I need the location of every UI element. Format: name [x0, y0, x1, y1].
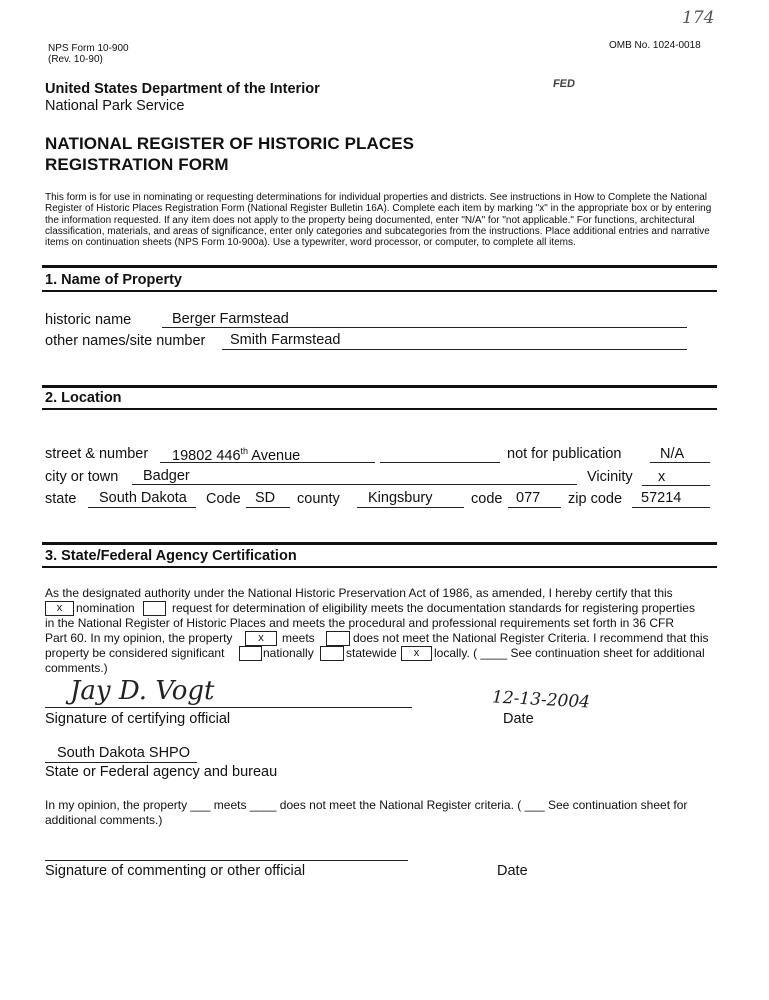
- section1-bottom-rule: [42, 290, 717, 292]
- commenting-signature-label: Signature of commenting or other official: [45, 863, 306, 879]
- agency-value: South Dakota SHPO: [57, 745, 190, 761]
- section2-bottom-rule: [42, 408, 717, 410]
- state-code-value: SD: [255, 490, 276, 506]
- not-for-publication-value: N/A: [660, 446, 685, 462]
- nomination-label: nomination: [76, 601, 135, 615]
- certification-line4-start: Part 60. In my opinion, the property: [45, 631, 233, 645]
- nationally-checkbox[interactable]: [239, 646, 262, 661]
- does-not-meet-checkbox[interactable]: [326, 631, 350, 646]
- commenting-signature-line: [45, 860, 408, 861]
- street-number-suffix: Avenue: [248, 447, 301, 464]
- service-name: National Park Service: [45, 98, 185, 114]
- historic-name-underline: [162, 327, 687, 328]
- certification-line1: As the designated authority under the National Historic Preservation Act of 1986, as amended, I hereby certify that this: [45, 586, 673, 600]
- state-underline: [88, 507, 196, 508]
- certifying-signature-label: Signature of certifying official: [45, 711, 231, 727]
- section3-top-rule: [42, 542, 717, 545]
- county-code-label: code: [471, 491, 503, 507]
- city-underline: [132, 484, 577, 485]
- commenting-date-label: Date: [497, 863, 528, 879]
- form-instructions: This form is for use in nominating or requesting determinations for individual properties and districts. See instructions in How to Complete the National Register of Historic Places Registration Form (National Register Bulletin 16A). Complete each item by marking "x" in the appropriate box or by entering the information requested. If any item does not apply to the property being documented, enter "N/A" for "not applicable." For functions, architectural classification, materials, and areas of significance, enter only categories and subcategories from the instructions. Place additional entries and narrative items on continuation sheets (NPS Form 10-900a). Use a typewriter, word processor, or computer, to complete all items.: [45, 192, 712, 249]
- vicinity-value: x: [658, 469, 666, 485]
- zip-code-value: 57214: [641, 490, 682, 506]
- state-label: state: [45, 491, 77, 507]
- street-number-underline-a: [160, 462, 375, 463]
- other-names-value: Smith Farmstead: [230, 332, 341, 348]
- certification-line3: in the National Register of Historic Places and meets the procedural and professional requirements set forth in 36 CFR: [45, 616, 674, 630]
- certifying-signature-line: [45, 707, 412, 708]
- nomination-checkbox[interactable]: x: [45, 601, 74, 616]
- request-checkbox[interactable]: [143, 601, 166, 616]
- meets-checkbox[interactable]: x: [245, 631, 277, 646]
- certification-date-handwritten: 12-13-2004: [491, 687, 591, 713]
- does-not-meet-label: does not meet the National Register Criteria. I recommend that this: [353, 631, 709, 645]
- street-number-label: street & number: [45, 446, 149, 462]
- agency-label: State or Federal agency and bureau: [45, 764, 278, 780]
- county-value: Kingsbury: [368, 490, 433, 506]
- statewide-label: statewide: [346, 646, 397, 660]
- county-code-underline: [508, 507, 561, 508]
- form-title-line1: NATIONAL REGISTER OF HISTORIC PLACES: [45, 134, 415, 153]
- state-value: South Dakota: [99, 490, 187, 506]
- county-label: county: [297, 491, 340, 507]
- section3-bottom-rule: [42, 566, 717, 568]
- historic-name-label: historic name: [45, 312, 132, 328]
- agency-underline: [45, 762, 197, 763]
- request-label: request for determination of eligibility meets the documentation standards for registering properties: [172, 601, 695, 615]
- certification-line6: comments.): [45, 661, 108, 675]
- vicinity-label: Vicinity: [587, 469, 633, 485]
- section2-heading: 2. Location: [45, 390, 122, 406]
- department-name: United States Department of the Interior: [45, 81, 320, 97]
- section2-top-rule: [42, 385, 717, 388]
- street-number-text: 19802 446: [172, 447, 241, 464]
- certifying-signature-handwritten: Jay D. Vogt: [70, 676, 215, 706]
- street-number-superscript: th: [240, 446, 249, 456]
- state-code-label: Code: [206, 491, 241, 507]
- other-names-label: other names/site number: [45, 333, 206, 349]
- county-underline: [357, 507, 464, 508]
- section1-top-rule: [42, 265, 717, 268]
- form-number: NPS Form 10-900: [48, 43, 129, 54]
- historic-name-value: Berger Farmstead: [172, 311, 289, 327]
- form-revision: (Rev. 10-90): [48, 54, 103, 65]
- certification-date-label: Date: [503, 711, 534, 727]
- section1-heading: 1. Name of Property: [45, 272, 182, 288]
- other-names-underline: [222, 349, 687, 350]
- corner-handwritten-note: 174: [682, 8, 715, 28]
- city-value: Badger: [143, 468, 190, 484]
- opinion-line1: In my opinion, the property ___ meets ____ does not meet the National Register criteria. ( ___ See continuation sheet for: [45, 798, 688, 812]
- street-number-underline-b: [380, 462, 500, 463]
- zip-code-label: zip code: [568, 491, 623, 507]
- county-code-value: 077: [516, 490, 541, 506]
- locally-checkbox[interactable]: x: [401, 646, 432, 661]
- state-code-underline: [246, 507, 290, 508]
- received-stamp-mark: FED: [552, 78, 576, 90]
- meets-label: meets: [282, 631, 315, 645]
- opinion-line2: additional comments.): [45, 813, 163, 827]
- nationally-label: nationally: [263, 646, 314, 660]
- form-title-line2: REGISTRATION FORM: [45, 155, 229, 174]
- not-for-publication-label: not for publication: [507, 446, 622, 462]
- section3-heading: 3. State/Federal Agency Certification: [45, 548, 297, 564]
- locally-label: locally. ( ____ See continuation sheet for additional: [434, 646, 705, 660]
- vicinity-underline: [642, 485, 710, 486]
- not-for-publication-underline: [650, 462, 710, 463]
- omb-number: OMB No. 1024-0018: [609, 40, 701, 51]
- city-label: city or town: [45, 469, 119, 485]
- statewide-checkbox[interactable]: [320, 646, 344, 661]
- certification-line5-start: property be considered significant: [45, 646, 225, 660]
- zip-code-underline: [632, 507, 710, 508]
